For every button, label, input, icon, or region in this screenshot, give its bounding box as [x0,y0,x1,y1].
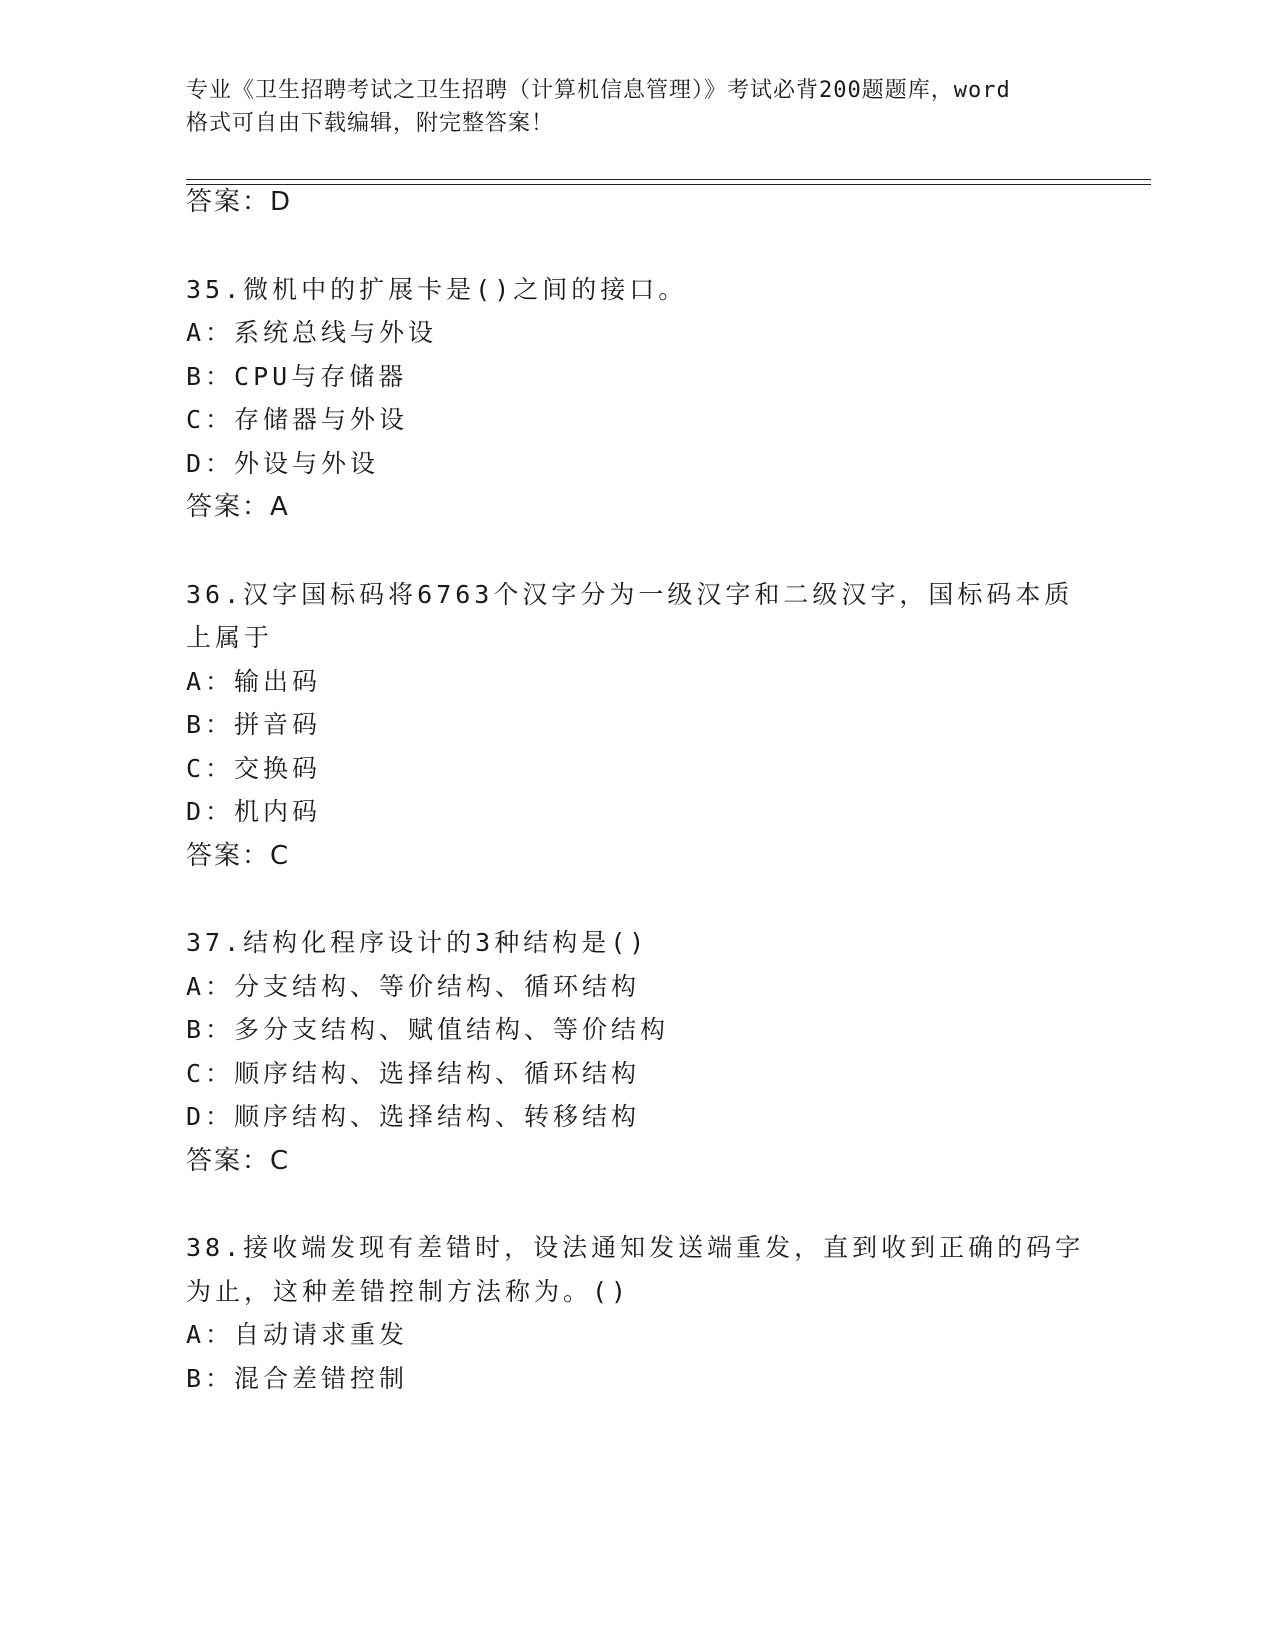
question-36-option-a: A：输出码 [186,667,322,696]
question-36-text-line-1: 36.汉字国标码将6763个汉字分为一级汉字和二级汉字，国标码本质 [186,580,1074,609]
question-37-option-c: C：顺序结构、选择结构、循环结构 [186,1059,641,1088]
question-36-answer: 答案：C [186,841,291,871]
question-35-option-d: D：外设与外设 [186,449,380,478]
question-36-option-c: C：交换码 [186,754,322,783]
header-line-1: 专业《卫生招聘考试之卫生招聘（计算机信息管理）》考试必背200题题库，word [186,78,1011,103]
question-38-option-a: A：自动请求重发 [186,1320,409,1349]
question-37-option-d: D：顺序结构、选择结构、转移结构 [186,1102,641,1131]
question-36-text-line-2: 上属于 [186,623,274,652]
document-header [186,74,1086,140]
header-line-2: 格式可自由下载编辑，附完整答案！ [186,111,555,136]
question-38-text-line-1: 38.接收端发现有差错时，设法通知发送端重发，直到收到正确的码字 [186,1233,1085,1262]
header-divider-bottom [186,184,1151,185]
question-36-option-d: D：机内码 [186,797,322,826]
question-35-option-b: B：CPU与存储器 [186,362,408,391]
question-35-option-a: A：系统总线与外设 [186,318,438,347]
question-35-text: 35.微机中的扩展卡是()之间的接口。 [186,275,688,304]
question-37-option-b: B：多分支结构、赋值结构、等价结构 [186,1015,670,1044]
question-37-text: 37.结构化程序设计的3种结构是() [186,928,649,957]
question-37-answer: 答案：C [186,1146,291,1176]
question-38-text-line-2: 为止，这种差错控制方法称为。() [186,1277,631,1306]
question-37-option-a: A：分支结构、等价结构、循环结构 [186,972,641,1001]
question-35-option-c: C：存储器与外设 [186,405,409,434]
previous-answer: 答案：D [186,187,293,217]
question-36-option-b: B：拼音码 [186,710,322,739]
question-38-option-b: B：混合差错控制 [186,1364,409,1393]
header-divider-top [186,179,1151,180]
question-35-answer: 答案：A [186,492,290,522]
document-page [186,0,1151,1650]
